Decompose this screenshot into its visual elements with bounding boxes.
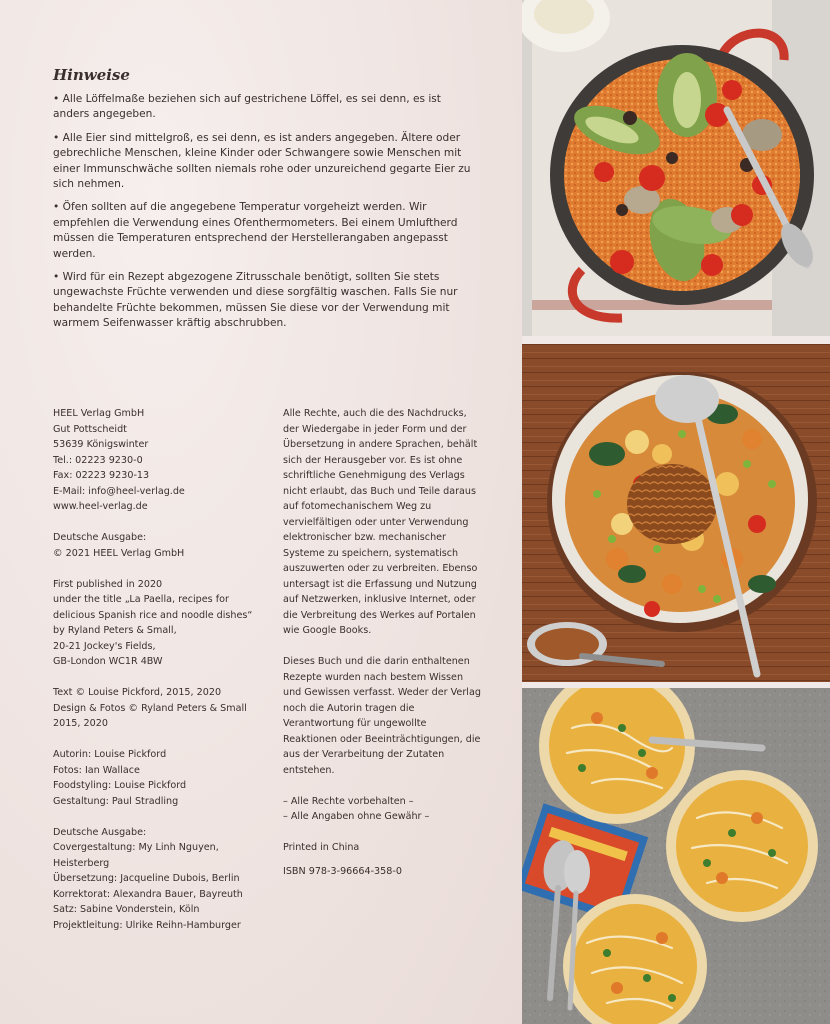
imprint-column (53, 406, 275, 933)
rights-line: auf Netzwerken, inklusive Internet, oder (283, 594, 476, 605)
rights-line: wie Google Books. (283, 625, 372, 636)
rights-line: sich der Herausgeber vor. Es ist ohne (283, 454, 463, 466)
german-edition-line: Satz: Sabine Vonderstein, Köln (53, 904, 200, 915)
soup-photo (522, 688, 830, 1024)
disclaimer-line: aus der Verarbeitung der Zutaten (283, 749, 445, 760)
stew-photo (522, 344, 830, 682)
rights-line: Übersetzung in andere Sprachen, behält (283, 439, 478, 450)
disclaimer-line: entstehen. (283, 764, 335, 776)
original-line: 20-21 Jockey's Fields, (53, 640, 156, 652)
hint-item: • Öfen sollten auf die angegebene Temperatur vorgeheizt werden. Wir empfehlen die Verwendung eines Ofenthermometers. Bei einem Umluftherd müssen die Temperaturen entsprechend der Herstellerangaben angepasst werden. (53, 200, 477, 262)
publisher-fax: Fax: 02223 9230-13 (53, 470, 150, 481)
hints-heading: Hinweise (53, 66, 130, 84)
rights-line: nicht erlaubt, das Buch und Teile daraus (283, 485, 477, 497)
rights-line: Systeme zu speichern, systematisch (283, 547, 459, 559)
german-edition-line: Projektleitung: Ulrike Reihn-Hamburger (53, 919, 241, 931)
german-edition-line: Covergestaltung: My Linh Nguyen, (53, 842, 219, 853)
disclaimer-line: Verantwortung für ungewollte (283, 718, 427, 729)
publisher-website: www.heel-verlag.de (53, 501, 148, 512)
original-line: GB-London WC1R 4BW (53, 656, 163, 667)
original-line: delicious Spanish rice and noodle dishes“ (53, 609, 253, 621)
rights-reserved-notice: – Alle Rechte vorbehalten – (283, 795, 414, 807)
rights-line: die Verbreitung des Werkes auf Portalen (283, 609, 476, 621)
rights-line: Alle Rechte, auch die des Nachdrucks, (283, 408, 467, 419)
german-edition-line: Korrektorat: Alexandra Bauer, Bayreuth (53, 888, 243, 900)
author-line: Gestaltung: Paul Stradling (53, 795, 179, 807)
german-edition-line: Deutsche Ausgabe: (53, 826, 147, 838)
hints-list (53, 92, 477, 340)
hint-item: • Alle Eier sind mittelgroß, es sei denn, es ist anders angegeben. Ältere oder gebrechliche Menschen, kleine Kinder oder Schwangere sowie Menschen mit einer Immunschwäche sollten niemals rohe oder unzureichend gegarte Eier zu sich nehmen. (53, 131, 477, 193)
rights-line: untersagt ist die Erfassung und Nutzung (283, 578, 477, 590)
original-line: under the title „La Paella, recipes for (53, 594, 229, 605)
paella-illustration (522, 0, 830, 336)
rights-column (283, 406, 505, 879)
hint-item: • Wird für ein Rezept abgezogene Zitrusschale benötigt, sollten Sie stets ungewachste Früchte verwenden und diese sorgfältig waschen. Falls Sie nur behandelte Früchte bekommen, müssen Sie diese vor der Verwendung mit warmem Seifenwasser kräftig abschrubben. (53, 270, 477, 332)
printed-in: Printed in China (283, 842, 360, 853)
rights-line: schriftliche Genehmigung des Verlags (283, 470, 465, 481)
german-edition-line: Heisterberg (53, 857, 110, 869)
rights-line: elektronischer bzw. mechanischer (283, 532, 447, 543)
soup-illustration (522, 688, 830, 1024)
disclaimer-line: Rezepte wurden nach bestem Wissen (283, 671, 464, 683)
publisher-name: HEEL Verlag GmbH (53, 408, 145, 419)
edition-copyright: © 2021 HEEL Verlag GmbH (53, 547, 185, 559)
no-warranty-notice: – Alle Angaben ohne Gewähr – (283, 811, 430, 822)
author-line: Autorin: Louise Pickford (53, 749, 167, 760)
disclaimer-line: und Gewissen verfasst. Weder der Verlag (283, 687, 481, 698)
paella-photo (522, 0, 830, 336)
rights-line: vervielfältigen oder unter Verwendung (283, 516, 469, 528)
publisher-address: Gut Pottscheidt (53, 423, 127, 435)
hint-item: • Alle Löffelmaße beziehen sich auf gestrichene Löffel, es sei denn, es ist anders angegeben. (53, 92, 477, 123)
publisher-city: 53639 Königswinter (53, 439, 149, 450)
credit-line: Design & Fotos © Ryland Peters & Small (53, 702, 247, 714)
credit-line: Text © Louise Pickford, 2015, 2020 (53, 687, 222, 698)
author-line: Fotos: Ian Wallace (53, 764, 140, 776)
disclaimer-line: Dieses Buch und die darin enthaltenen (283, 656, 470, 667)
rights-line: auf fotomechanischem Weg zu (283, 501, 432, 512)
original-line: First published in 2020 (53, 578, 163, 590)
german-edition-line: Übersetzung: Jacqueline Dubois, Berlin (53, 873, 240, 884)
disclaimer-line: noch die Autorin tragen die (283, 702, 415, 714)
rights-line: auszuwerten oder zu verbreiten. Ebenso (283, 563, 478, 574)
isbn: ISBN 978-3-96664-358-0 (283, 865, 402, 877)
disclaimer-line: Reaktionen oder Beeinträchtigungen, die (283, 733, 481, 745)
edition-label: Deutsche Ausgabe: (53, 532, 147, 543)
publisher-email: E-Mail: info@heel-verlag.de (53, 485, 185, 497)
author-line: Foodstyling: Louise Pickford (53, 780, 187, 791)
publisher-phone: Tel.: 02223 9230-0 (53, 454, 143, 466)
credit-line: 2015, 2020 (53, 718, 108, 729)
stew-illustration (522, 344, 830, 682)
original-line: by Ryland Peters & Small, (53, 625, 177, 636)
rights-line: der Wiedergabe in jeder Form und der (283, 423, 467, 435)
